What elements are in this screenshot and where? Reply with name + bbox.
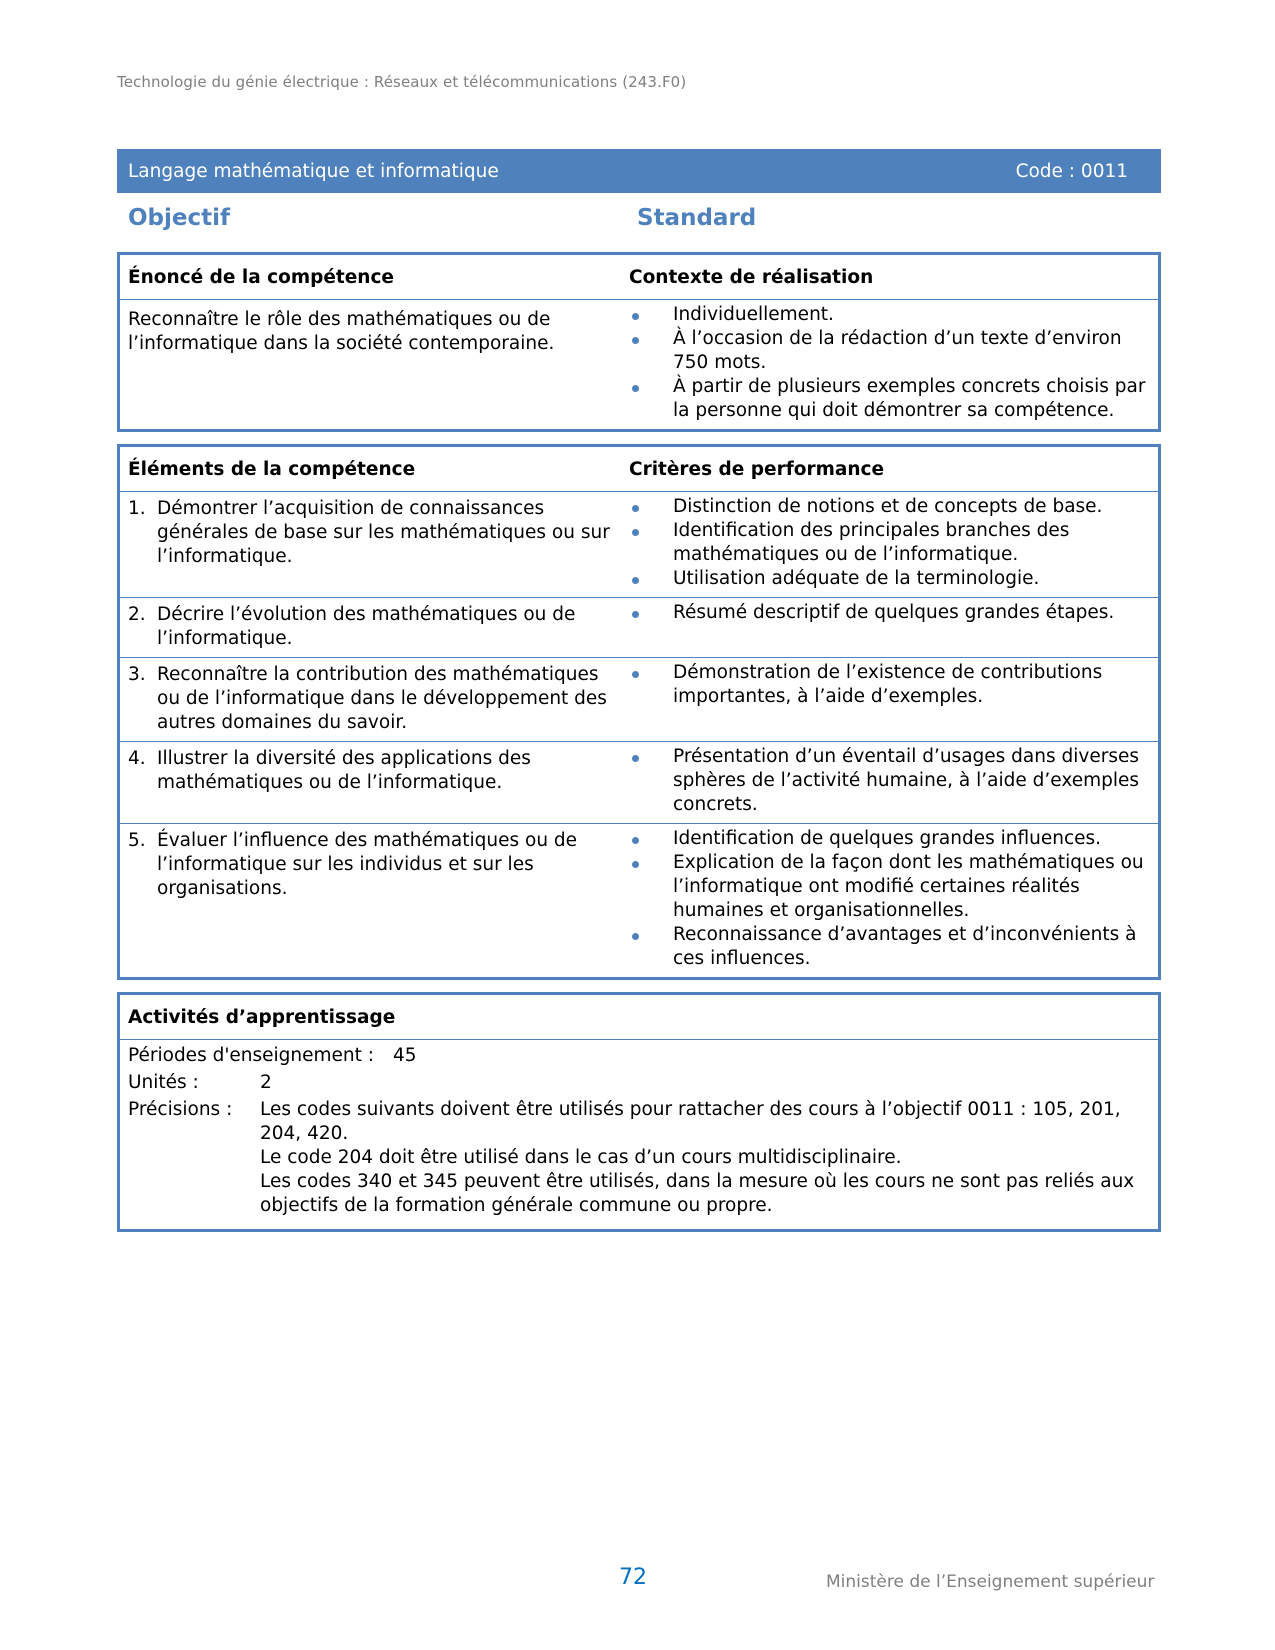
element-text: Démontrer l’acquisition de connaissances générales de base sur les mathématiques ou sur l’informatique. [157, 498, 610, 567]
bullet-icon [629, 851, 673, 923]
footer-ministry: Ministère de l’Enseignement supérieur [826, 1572, 1155, 1592]
column-headings [117, 205, 1161, 241]
periods-label: Périodes d'enseignement : [128, 1045, 375, 1066]
element-text: Évaluer l’influence des mathématiques ou de l’informatique sur les individus et sur les organisations. [157, 830, 578, 899]
activities-box [117, 992, 1161, 1232]
periods-line [128, 1044, 1150, 1068]
course-code: Code : 0011 [1015, 160, 1128, 182]
precisions-line [128, 1098, 1150, 1218]
list-item: À l’occasion de la rédaction d’un texte d’environ 750 mots. [629, 327, 1152, 375]
activities-header-row [120, 995, 1158, 1040]
element-number: 3. [128, 664, 146, 685]
bullet-icon [629, 375, 673, 423]
element-text: Reconnaître la contribution des mathématiques ou de l’informatique dans le développement des autres domaines du savoir. [157, 664, 607, 733]
table-row [120, 824, 1158, 977]
periods-value: 45 [393, 1045, 417, 1066]
precision-paragraph: Les codes suivants doivent être utilisés pour rattacher des cours à l’objectif 0011 : 105, 201, 204, 420. [260, 1099, 1121, 1144]
list-item: À partir de plusieurs exemples concrets choisis par la personne qui doit démontrer sa compétence. [629, 375, 1152, 423]
element-text: Décrire l’évolution des mathématiques ou de l’informatique. [157, 604, 576, 649]
course-title: Langage mathématique et informatique [128, 160, 499, 182]
bullet-icon [629, 567, 673, 591]
context-list [629, 303, 1152, 423]
criteria-list [629, 661, 1152, 709]
list-item: Identification de quelques grandes influences. [629, 827, 1152, 851]
competence-header-row [120, 255, 1158, 300]
precision-paragraph: Les codes 340 et 345 peuvent être utilisés, dans la mesure où les cours ne sont pas reliés aux objectifs de la formation générale commune ou propre. [260, 1171, 1135, 1216]
element-number: 4. [128, 748, 146, 769]
list-item: Distinction de notions et de concepts de base. [629, 495, 1152, 519]
course-title-bar [117, 149, 1161, 193]
bullet-icon [629, 827, 673, 851]
statement-header: Énoncé de la compétence [128, 266, 394, 288]
element-number: 2. [128, 604, 146, 625]
bullet-icon [629, 923, 673, 971]
units-value: 2 [260, 1072, 272, 1093]
units-label: Unités : [128, 1072, 199, 1093]
precision-paragraph: Le code 204 doit être utilisé dans le cas d’un cours multidisciplinaire. [260, 1147, 902, 1168]
elements-header: Éléments de la compétence [128, 458, 416, 480]
list-item: Identification des principales branches des mathématiques ou de l’informatique. [629, 519, 1152, 567]
list-item: Résumé descriptif de quelques grandes étapes. [629, 601, 1152, 625]
activities-header: Activités d’apprentissage [128, 1006, 396, 1028]
bullet-icon [629, 661, 673, 709]
standard-heading: Standard [637, 205, 757, 231]
criteria-header: Critères de performance [629, 458, 885, 480]
criteria-list [629, 827, 1152, 971]
bullet-icon [629, 519, 673, 567]
element-number: 5. [128, 830, 146, 851]
criteria-list [629, 601, 1152, 625]
running-head: Technologie du génie électrique : Réseaux et télécommunications (243.F0) [117, 73, 687, 91]
units-line [128, 1071, 1150, 1095]
list-item: Reconnaissance d’avantages et d’inconvénients à ces influences. [629, 923, 1152, 971]
list-item: Explication de la façon dont les mathématiques ou l’informatique ont modifié certaines réalités humaines et organisationnelles. [629, 851, 1152, 923]
context-header: Contexte de réalisation [629, 266, 874, 288]
bullet-icon [629, 303, 673, 327]
elements-header-row [120, 447, 1158, 492]
bullet-icon [629, 745, 673, 817]
bullet-icon [629, 495, 673, 519]
page-number: 72 [619, 1565, 647, 1590]
element-number: 1. [128, 498, 146, 519]
competence-row [120, 300, 1158, 429]
precisions-text [260, 1098, 1150, 1218]
bullet-icon [629, 601, 673, 625]
competence-statement: Reconnaître le rôle des mathématiques ou de l’informatique dans la société contemporaine. [128, 309, 555, 354]
table-row [120, 658, 1158, 742]
criteria-list [629, 745, 1152, 817]
criteria-list [629, 495, 1152, 591]
list-item: Individuellement. [629, 303, 1152, 327]
list-item: Utilisation adéquate de la terminologie. [629, 567, 1152, 591]
objectif-heading: Objectif [128, 205, 231, 231]
element-text: Illustrer la diversité des applications des mathématiques ou de l’informatique. [157, 748, 531, 793]
list-item: Présentation d’un éventail d’usages dans diverses sphères de l’activité humaine, à l’aide d’exemples concrets. [629, 745, 1152, 817]
list-item: Démonstration de l’existence de contributions importantes, à l’aide d’exemples. [629, 661, 1152, 709]
elements-box [117, 444, 1161, 980]
competence-box [117, 252, 1161, 432]
table-row [120, 492, 1158, 598]
precisions-label: Précisions : [128, 1099, 233, 1120]
bullet-icon [629, 327, 673, 375]
table-row [120, 598, 1158, 658]
table-row [120, 742, 1158, 824]
